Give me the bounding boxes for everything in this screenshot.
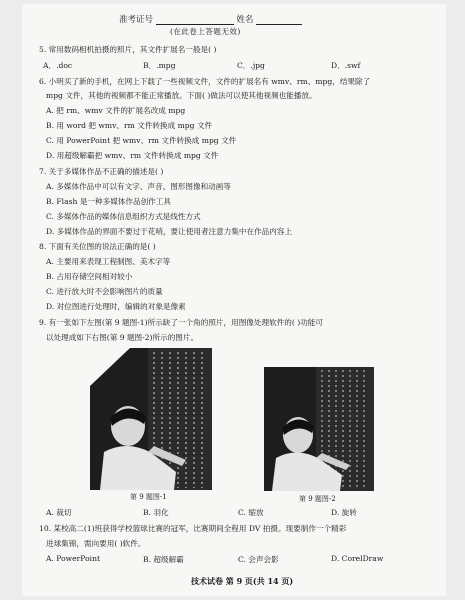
q10-stem-line2: 进球集锦，需向要用( )软件。 bbox=[46, 539, 146, 548]
q5-option-d: D．.swf bbox=[331, 61, 361, 70]
candidate-info bbox=[119, 13, 302, 25]
q6-option-a: A. 把 rm、wmv 文件的扩展名改成 mpg bbox=[46, 106, 186, 115]
name-blank bbox=[256, 15, 302, 25]
q8-option-a: A. 主要用来表现工程制图、美术字等 bbox=[46, 257, 171, 266]
answer-note: (在此卷上答题无效) bbox=[170, 27, 241, 36]
q7-option-a: A. 多媒体作品中可以有文字、声音、图形图像和动画等 bbox=[46, 182, 231, 191]
name-label: 姓名 bbox=[236, 15, 254, 25]
q8-option-b: B. 占用存储空间相对较小 bbox=[46, 272, 133, 281]
q8-option-c: C. 进行放大时不会影响图片的质量 bbox=[46, 287, 163, 296]
q10-option-d: D. CorelDraw bbox=[331, 554, 384, 563]
q6-option-b: B. 用 word 把 wmv、rm 文件转换成 mpg 文件 bbox=[46, 121, 213, 130]
q6-option-d: D. 用超级解霸把 wmv、rm 文件转换成 mpg 文件 bbox=[46, 151, 219, 160]
q7-option-b: B. Flash 是一种多媒体作品创作工具 bbox=[46, 197, 171, 206]
q9-option-d: D. 旋转 bbox=[331, 508, 357, 517]
exam-page bbox=[22, 4, 446, 596]
fig9-1-photo bbox=[90, 348, 212, 490]
q9-stem-line1: 9. 有一张如下左图(第 9 题图-1)所示缺了一个角的照片，用图像处理软件的( )功能可 bbox=[39, 318, 323, 327]
q9-option-c: C. 缩放 bbox=[238, 508, 264, 517]
fig9-1-caption: 第 9 题图-1 bbox=[130, 493, 167, 501]
q5-option-a: A．.doc bbox=[43, 61, 73, 70]
q5-option-b: B．.mpg bbox=[143, 61, 176, 70]
q6-stem-line1: 6. 小明买了新的手机，在网上下载了一些视频文件，文件的扩展名有 wmv、rm、mpg，结果除了 bbox=[39, 77, 371, 86]
q7-option-c: C. 多媒体作品的媒体信息组织方式是线性方式 bbox=[46, 212, 201, 221]
q8-option-d: D. 对位图进行处理时，编辑的对象是像素 bbox=[46, 302, 186, 311]
q9-option-a: A. 裁切 bbox=[46, 508, 72, 517]
fig9-2-caption: 第 9 题图-2 bbox=[299, 495, 336, 503]
page-footer: 技术试卷 第 9 页(共 14 页) bbox=[191, 576, 294, 586]
q10-option-b: B. 超级解霸 bbox=[143, 555, 184, 564]
q8-stem: 8. 下面有关位图的说法正确的是( ) bbox=[39, 242, 156, 251]
fig9-2-photo bbox=[264, 367, 374, 491]
q6-option-c: C. 用 PowerPoint 把 wmv、rm 文件转换成 mpg 文件 bbox=[46, 136, 237, 145]
q7-option-d: D. 多媒体作品的界面不要过于花哨，要让使用者注意力集中在作品内容上 bbox=[46, 227, 293, 236]
q5-stem: 5. 常用数码相机拍摄的照片，其文件扩展名一般是( ) bbox=[39, 45, 217, 54]
exam-number-label: 准考证号 bbox=[119, 15, 154, 25]
q5-option-c: C．.jpg bbox=[237, 61, 265, 70]
q10-stem-line1: 10. 某校高二(1)班获得学校篮球比赛的冠军，比赛期间全程用 DV 拍摄。现要制作一个精彩 bbox=[39, 524, 347, 533]
q9-option-b: B. 羽化 bbox=[143, 508, 169, 517]
q9-stem-line2: 以处理成如下右图(第 9 题图-2)所示的图片。 bbox=[46, 333, 199, 342]
exam-number-blank bbox=[156, 15, 234, 25]
q6-stem-line2: mpg 文件，其他的视频都不能正常播放。下面( )做法可以使其他视频也能播放。 bbox=[46, 91, 317, 100]
q7-stem: 7. 关于多媒体作品不正确的描述是( ) bbox=[39, 167, 164, 176]
q10-option-a: A. PowerPoint bbox=[46, 554, 101, 563]
q10-option-c: C. 会声会影 bbox=[238, 555, 279, 564]
